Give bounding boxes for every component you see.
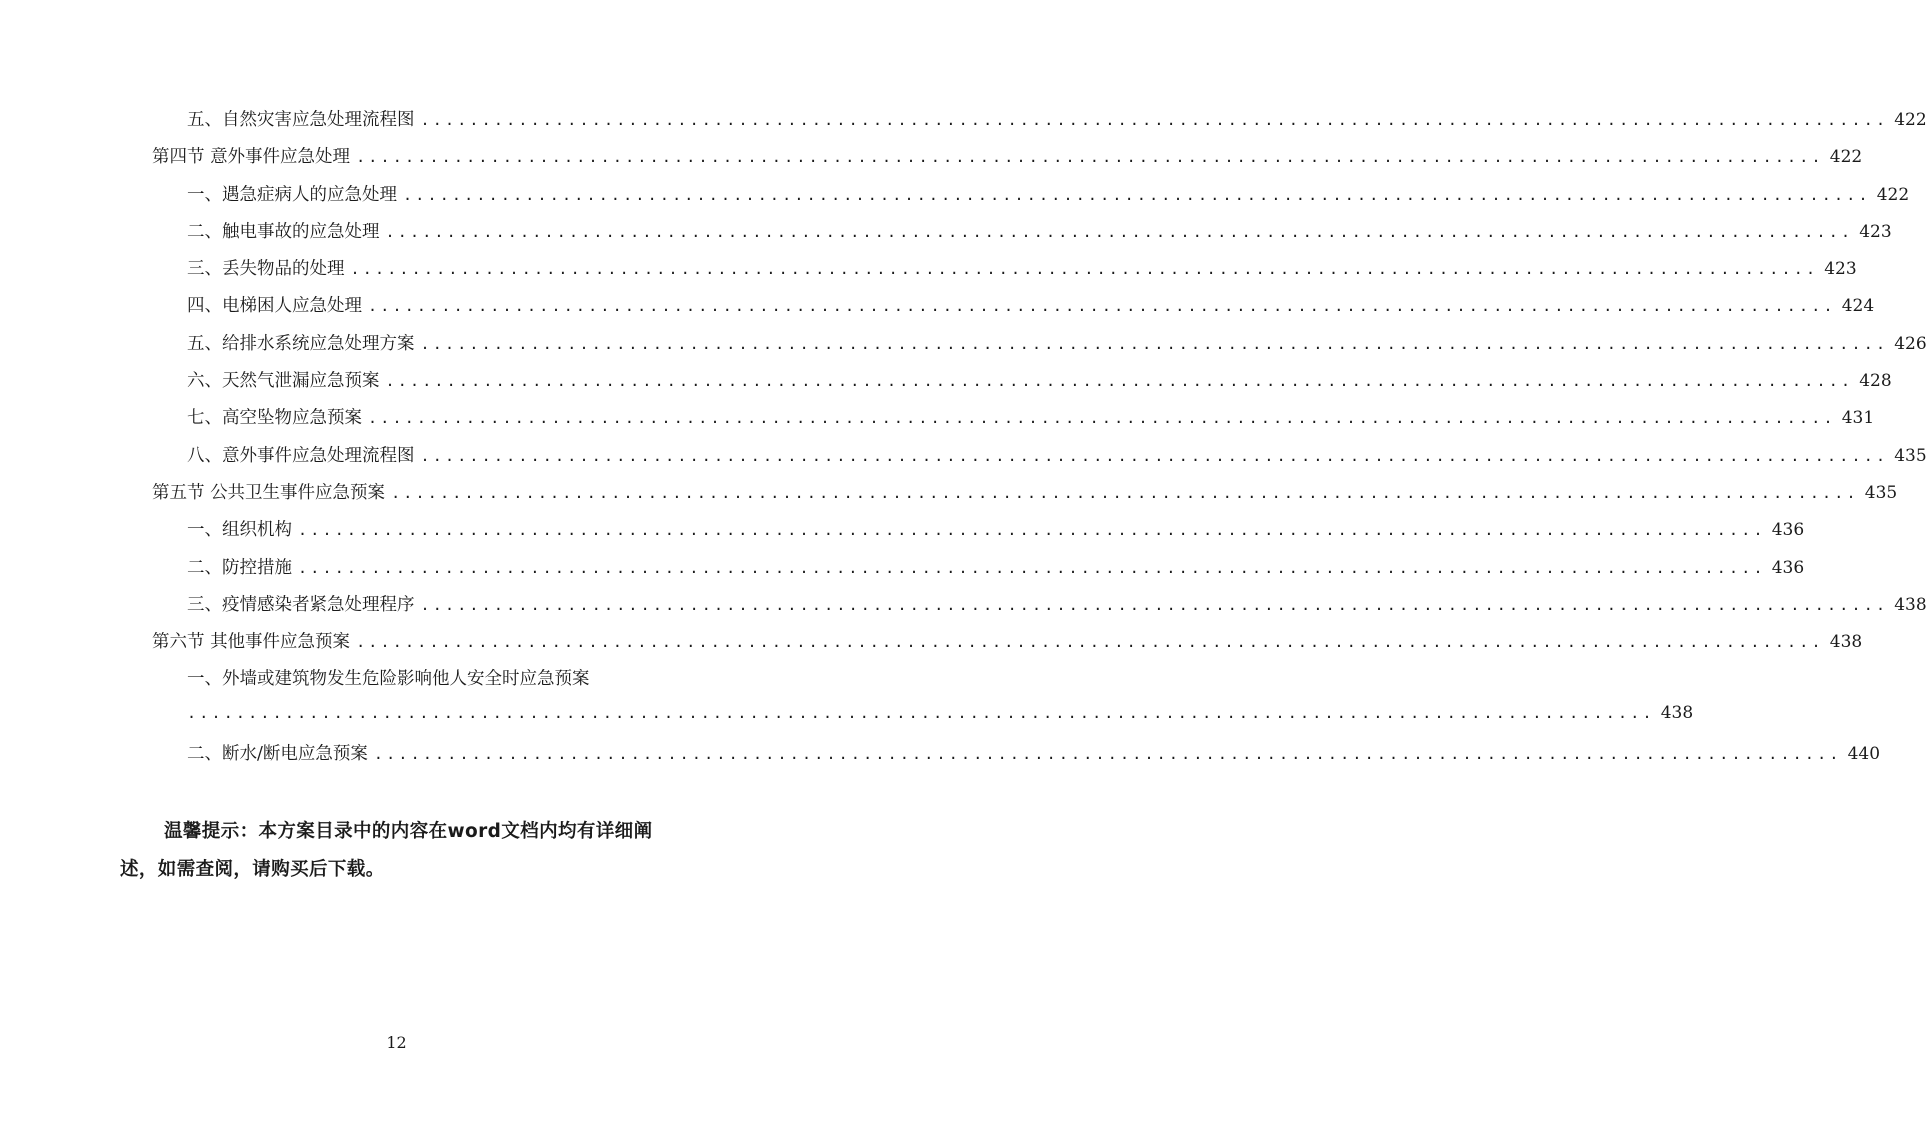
toc-entry[interactable] [0, 659, 793, 696]
toc-entry-page: 431 [1841, 408, 1875, 429]
toc-entry-title: 一、遇急症病人的应急处理 [187, 184, 397, 205]
toc-entry-title: 一、外墙或建筑物发生危险影响他人安全时应急预案 [187, 669, 590, 690]
toc-entry[interactable] [0, 212, 1892, 249]
toc-entry-page: 440 [1847, 744, 1881, 765]
toc-entry[interactable] [0, 324, 1927, 361]
notice-text: 温馨提示：本方案目录中的内容在word文档内均有详细阐述，如需查阅，请购买后下载。 [120, 821, 653, 880]
toc-entry-title: 第五节 公共卫生事件应急预案 [152, 482, 386, 503]
toc-entry-page: 438 [1660, 702, 1694, 723]
toc-entry-continuation [0, 697, 1694, 734]
table-of-contents [0, 100, 1927, 771]
toc-entry-page: 422 [1829, 147, 1863, 168]
toc-entry-title: 三、丢失物品的处理 [187, 259, 345, 280]
toc-leader-dots: ........................................................................................................................ [391, 483, 1859, 502]
toc-entry-page: 423 [1859, 221, 1892, 242]
toc-entry[interactable] [0, 510, 1805, 547]
toc-entry-title: 五、给排水系统应急处理方案 [187, 333, 415, 354]
toc-entry[interactable] [0, 286, 1875, 323]
toc-leader-dots: ........................................................................................................................ [368, 409, 1836, 428]
toc-entry[interactable] [0, 734, 1881, 771]
toc-entry-page: 438 [1829, 632, 1863, 653]
toc-leader-dots: ........................................................................................................................ [420, 334, 1889, 353]
toc-entry-title: 一、组织机构 [187, 520, 292, 541]
toc-entry[interactable] [0, 361, 1892, 398]
toc-leader-dots: ........................................................................................................................ [298, 558, 1766, 577]
toc-leader-dots: ........................................................................................................................ [373, 745, 1842, 764]
toc-entry-page: 422 [1894, 110, 1927, 130]
toc-entry[interactable] [0, 175, 1910, 212]
toc-entry-page: 438 [1894, 594, 1927, 615]
toc-entry[interactable] [0, 436, 1927, 473]
toc-leader-dots: ........................................................................................................................ [187, 703, 1655, 722]
toc-section-entry[interactable] [0, 473, 1898, 510]
toc-entry-title: 二、防控措施 [187, 557, 292, 578]
toc-leader-dots: ........................................................................................................................ [356, 148, 1824, 167]
toc-entry-page: 424 [1841, 296, 1875, 317]
toc-entry-title: 二、断水/断电应急预案 [187, 744, 368, 765]
toc-entry[interactable] [0, 100, 1927, 137]
toc-entry-page: 436 [1771, 557, 1805, 578]
toc-entry-title: 三、疫情感染者紧急处理程序 [187, 594, 415, 615]
toc-entry-page: 436 [1771, 520, 1805, 541]
toc-leader-dots: ........................................................................................................................ [420, 595, 1889, 614]
toc-entry-title: 第六节 其他事件应急预案 [152, 632, 351, 653]
toc-leader-dots: ........................................................................................................................ [350, 260, 1819, 279]
toc-entry-title: 五、自然灾害应急处理流程图 [187, 110, 415, 130]
toc-entry-title: 七、高空坠物应急预案 [187, 408, 362, 429]
toc-leader-dots: ........................................................................................................................ [385, 222, 1854, 241]
toc-entry-title: 二、触电事故的应急处理 [187, 221, 380, 242]
toc-section-entry[interactable] [0, 137, 1863, 174]
toc-entry-title: 六、天然气泄漏应急预案 [187, 371, 380, 392]
toc-leader-dots: ........................................................................................................................ [356, 633, 1824, 652]
page-number: 12 [386, 1033, 407, 1052]
toc-entry-page: 423 [1824, 259, 1857, 280]
toc-entry[interactable] [0, 249, 1857, 286]
toc-section-entry[interactable] [0, 622, 1863, 659]
toc-entry-page: 422 [1876, 184, 1910, 205]
toc-entry-page: 426 [1894, 333, 1927, 354]
toc-entry-page: 435 [1864, 482, 1898, 503]
toc-leader-dots: ........................................................................................................................ [298, 521, 1766, 540]
toc-entry[interactable] [0, 398, 1875, 435]
toc-entry[interactable] [0, 585, 1927, 622]
toc-leader-dots: ........................................................................................................................ [385, 372, 1854, 391]
toc-entry-title: 八、意外事件应急处理流程图 [187, 445, 415, 466]
toc-entry-page: 435 [1894, 445, 1927, 466]
toc-leader-dots: ........................................................................................................................ [420, 446, 1889, 465]
toc-leader-dots: ........................................................................................................................ [420, 111, 1889, 129]
toc-entry-page: 428 [1859, 371, 1892, 392]
toc-leader-dots: ........................................................................................................................ [368, 297, 1836, 316]
toc-leader-dots: ........................................................................................................................ [403, 185, 1871, 204]
toc-entry-title: 第四节 意外事件应急处理 [152, 147, 351, 168]
toc-entry[interactable] [0, 548, 1805, 585]
toc-entry-title: 四、电梯困人应急处理 [187, 296, 362, 317]
